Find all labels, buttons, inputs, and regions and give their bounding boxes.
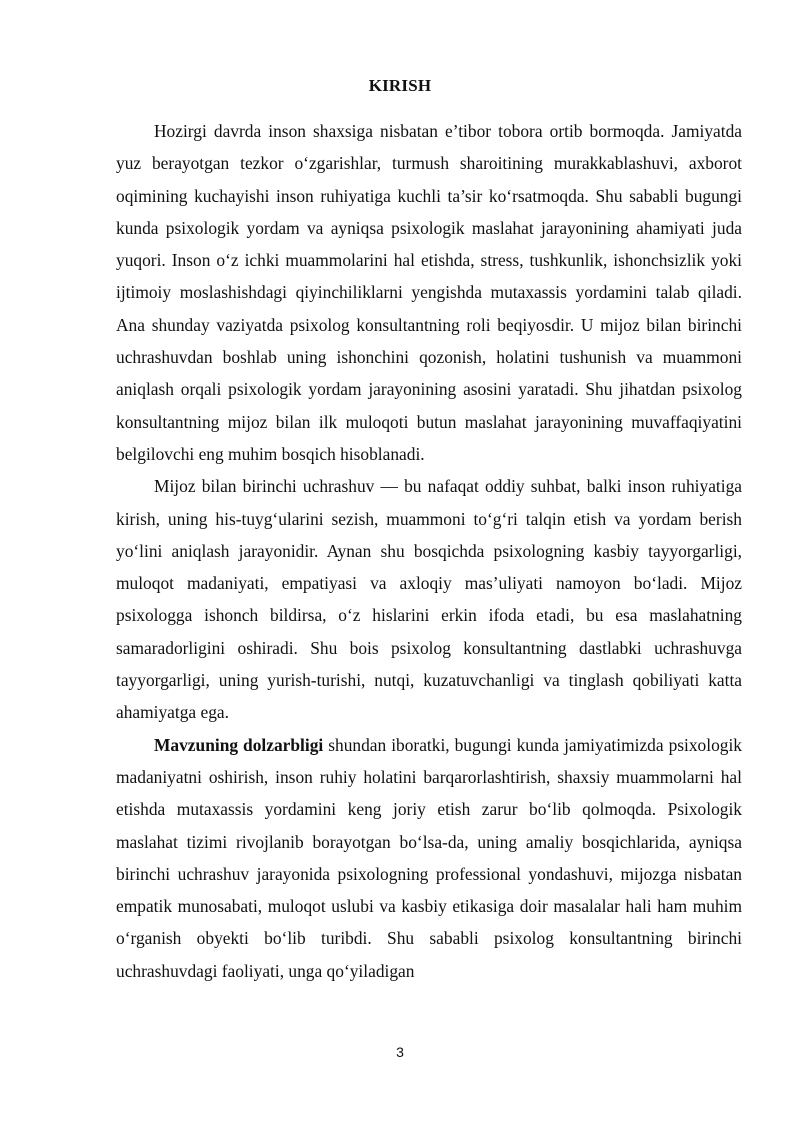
paragraph-2 <box>116 470 742 728</box>
paragraph-3 <box>116 729 742 987</box>
paragraph-1 <box>116 115 742 470</box>
paragraph-3-lead: Mavzuning dolzarbligi <box>154 734 324 755</box>
paragraph-1-text: Hozirgi davrda inson shaxsiga nisbatan e’tibor tobora ortib bormoqda. Jamiyatda yuz berayotgan tezkor oʻzgarishlar, turmush sharoitining murakkablashuvi, axborot oqimining kuchayishi inson ruhiyatiga kuchli ta’sir koʻrsatmoqda. Shu sababli bugungi kunda psixologik yordam va ayniqsa psixologik maslahat jarayonining ahamiyati juda yuqori. Inson oʻz ichki muammolarini hal etishda, stress, tushkunlik, ishonchsizlik yoki ijtimoiy moslashishdagi qiyinchiliklarni yengishda mutaxassis yordamini talab qiladi. Ana shunday vaziyatda psixolog konsultantning roli beqiyosdir. U mijoz bilan birinchi uchrashuvdan boshlab uning ishonchini qozonish, holatini tushunish va muammoni aniqlash orqali psixologik yordam jarayonining asosini yaratadi. Shu jihatdan psixolog konsultantning mijoz bilan ilk muloqoti butun maslahat jarayonining muvaffaqiyatini belgilovchi eng muhim bosqich hisoblanadi. <box>116 121 742 464</box>
section-title: KIRISH <box>368 76 432 95</box>
body-text <box>116 115 742 987</box>
paragraph-3-text: shundan iboratki, bugungi kunda jamiyatimizda psixologik madaniyatni oshirish, inson ruhiy holatini barqarorlashtirish, shaxsiy muammolarni hal etishda mutaxassis yordamini keng joriy etish zarur boʻlib qolmoqda. Psixologik maslahat tizimi rivojlanib borayotgan boʻlsa-da, uning amaliy bosqichlarida, ayniqsa birinchi uchrashuv jarayonida psixologning professional yondashuvi, mijozga nisbatan empatik munosabati, muloqot uslubi va kasbiy etikasiga doir masalalar hali ham muhim oʻrganish obyekti boʻlib turibdi. Shu sababli psixolog konsultantning birinchi uchrashuvdagi faoliyati, unga qoʻyiladigan <box>116 734 742 981</box>
paragraph-2-text: Mijoz bilan birinchi uchrashuv — bu nafaqat oddiy suhbat, balki inson ruhiyatiga kirish, uning his-tuygʻularini sezish, muammoni toʻgʻri talqin etish va yordam berish yoʻlini aniqlash jarayonidir. Aynan shu bosqichda psixologning kasbiy tayyorgarligi, muloqot madaniyati, empatiyasi va axloqiy mas’uliyati namoyon boʻladi. Mijoz psixologga ishonch bildirsa, oʻz hislarini erkin ifoda etadi, bu esa maslahatning samaradorligini oshiradi. Shu bois psixolog konsultantning dastlabki uchrashuvga tayyorgarligi, uning yurish-turishi, nutqi, kuzatuvchanligi va tinglash qobiliyati katta ahamiyatga ega. <box>116 476 742 723</box>
page-number: 3 <box>396 1044 404 1060</box>
